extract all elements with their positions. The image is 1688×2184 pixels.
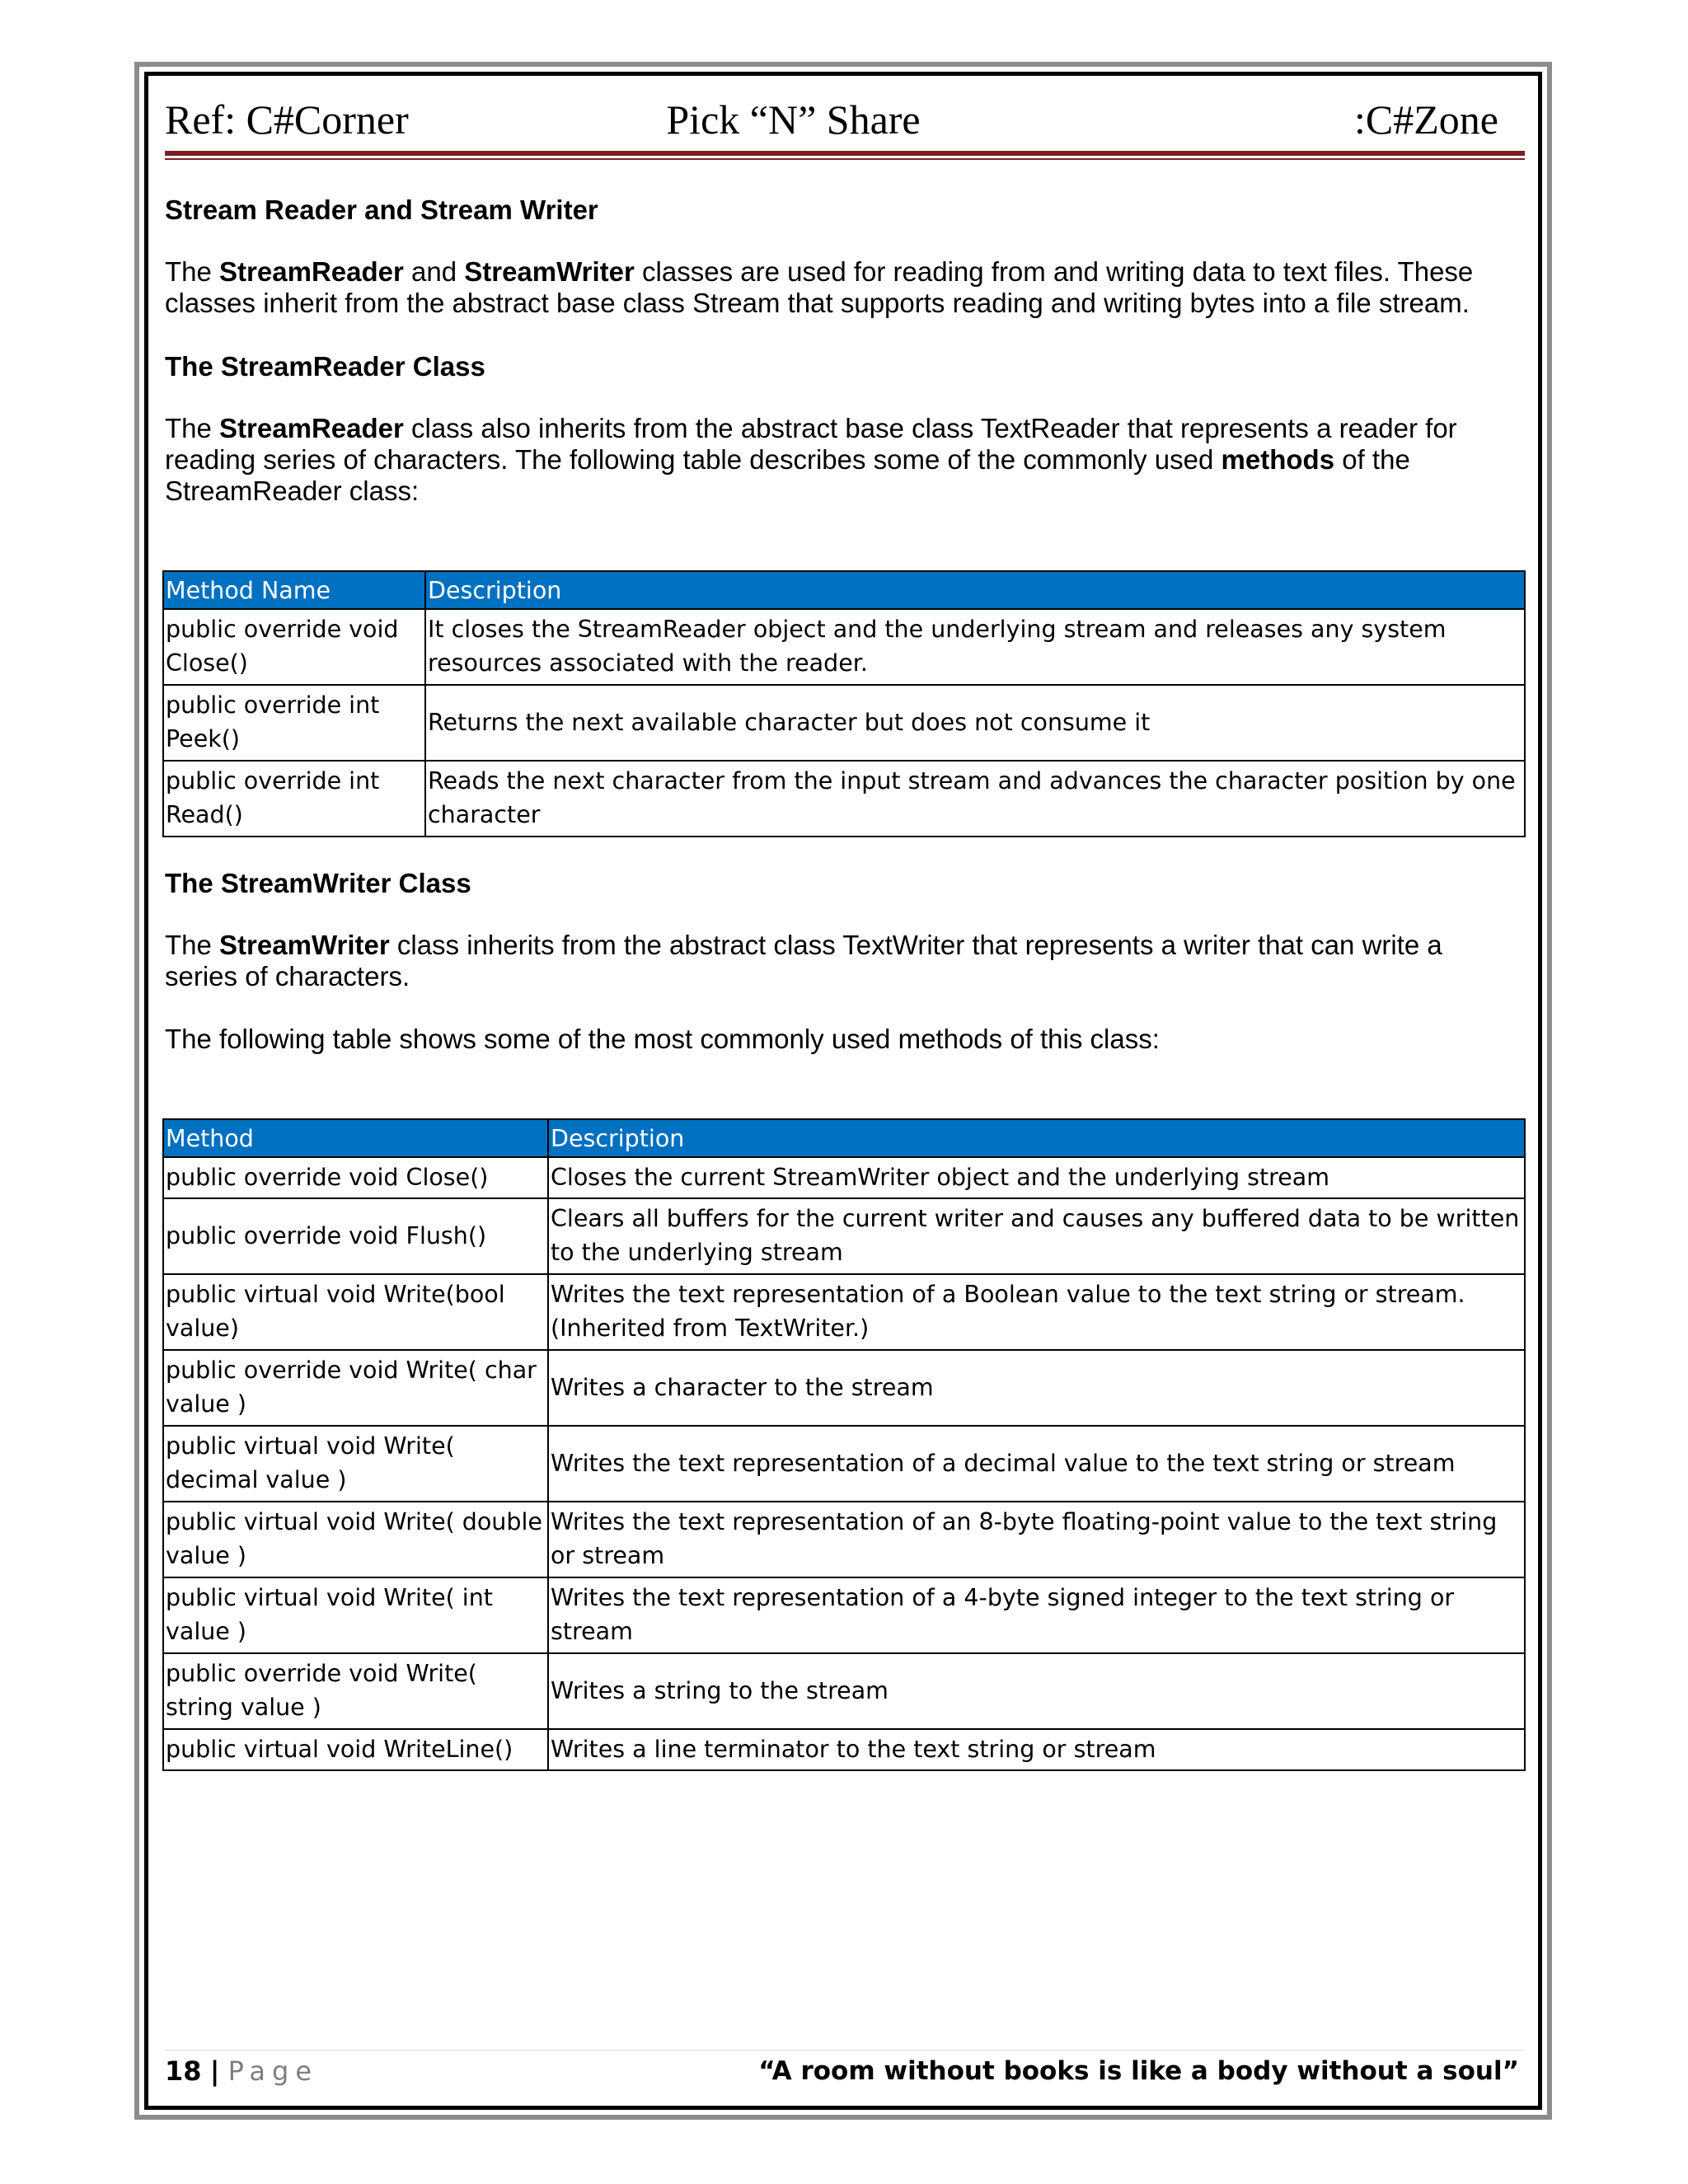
reader-bold-2: methods (1221, 444, 1335, 475)
table-row (163, 1198, 1525, 1274)
method-cell: public override void Close() (163, 1157, 548, 1198)
intro-text-3: classes are used for reading from and writing data to text files. These classes inherit from the abstract base class Stream that supports reading and writing bytes into a file stream. (165, 256, 1474, 318)
method-cell: public virtual void WriteLine() (163, 1729, 548, 1770)
table-row (163, 1274, 1525, 1350)
writer-bold-1: StreamWriter (219, 930, 390, 960)
method-cell: public override void Close() (163, 609, 425, 685)
table-header-row (163, 571, 1525, 609)
method-cell: public override void Write( string value ) (163, 1653, 548, 1729)
table-row (163, 685, 1525, 761)
footer-quote: “A room without books is like a body without a soul” (758, 2056, 1519, 2086)
footer-page-indicator (165, 2055, 318, 2088)
writer-text-1: The (165, 930, 220, 960)
description-cell: Writes a character to the stream (548, 1350, 1525, 1426)
reader-methods-table (162, 570, 1526, 837)
header-zone: :C#Zone (1354, 96, 1498, 143)
table-row (163, 1426, 1525, 1502)
section-title: Stream Reader and Stream Writer (165, 194, 598, 225)
method-cell: public override void Write( char value ) (163, 1350, 548, 1426)
table-row (163, 1350, 1525, 1426)
writer-text-2: class inherits from the abstract class TextWriter that represents a writer that can write a series of characters. (165, 930, 1442, 991)
table-row (163, 1729, 1525, 1770)
reader-heading: The StreamReader Class (165, 351, 485, 382)
writer-methods-table (162, 1118, 1526, 1771)
intro-bold-1: StreamReader (219, 256, 404, 287)
description-cell: Clears all buffers for the current writer and causes any buffered data to be written to the underlying stream (548, 1198, 1525, 1274)
description-cell: Writes a line terminator to the text string or stream (548, 1729, 1525, 1770)
header-title: Pick “N” Share (666, 96, 921, 143)
intro-bold-2: StreamWriter (464, 256, 635, 287)
method-cell: public virtual void Write( int value ) (163, 1577, 548, 1653)
method-cell: public virtual void Write( decimal value ) (163, 1426, 548, 1502)
table-row (163, 1653, 1525, 1729)
reader-text-3: of the StreamReader class: (165, 444, 1410, 506)
header-rule (165, 151, 1525, 156)
column-header-method: Method (163, 1119, 548, 1157)
intro-paragraph (165, 256, 1517, 319)
description-cell: Reads the next character from the input stream and advances the character position by one character (425, 761, 1525, 837)
column-header-description: Description (548, 1119, 1525, 1157)
method-cell: public virtual void Write( double value ) (163, 1502, 548, 1577)
writer-paragraph (165, 930, 1517, 992)
description-cell: Writes the text representation of a Boolean value to the text string or stream. (Inherited from TextWriter.) (548, 1274, 1525, 1350)
page-label: Page (227, 2055, 319, 2087)
description-cell: Returns the next available character but does not consume it (425, 685, 1525, 761)
method-cell: public override void Flush() (163, 1198, 548, 1274)
table-row (163, 1157, 1525, 1198)
description-cell: Closes the current StreamWriter object and the underlying stream (548, 1157, 1525, 1198)
intro-text-1: The (165, 256, 220, 287)
header-ref: Ref: C#Corner (165, 96, 409, 143)
column-header-description: Description (425, 571, 1525, 609)
reader-text-1: The (165, 413, 220, 443)
reader-text-2: class also inherits from the abstract base class TextReader that represents a reader for reading series of characters. The following table describes some of the commonly used (165, 413, 1457, 475)
page-header (165, 95, 1525, 144)
reader-paragraph (165, 413, 1517, 507)
method-cell: public override int Read() (163, 761, 425, 837)
description-cell: Writes a string to the stream (548, 1653, 1525, 1729)
footer-separator: | (209, 2055, 220, 2087)
description-cell: Writes the text representation of a decimal value to the text string or stream (548, 1426, 1525, 1502)
description-cell: Writes the text representation of a 4-byte signed integer to the text string or stream (548, 1577, 1525, 1653)
description-cell: Writes the text representation of an 8-byte floating-point value to the text string or stream (548, 1502, 1525, 1577)
header-rule-thin (165, 158, 1525, 160)
table-row (163, 1502, 1525, 1577)
page-number: 18 (165, 2055, 202, 2087)
table-row (163, 1577, 1525, 1653)
table-header-row (163, 1119, 1525, 1157)
writer-table-intro: The following table shows some of the most commonly used methods of this class: (165, 1024, 1160, 1054)
method-cell: public virtual void Write(bool value) (163, 1274, 548, 1350)
method-cell: public override int Peek() (163, 685, 425, 761)
intro-text-2: and (403, 256, 465, 287)
writer-heading: The StreamWriter Class (165, 868, 471, 898)
description-cell: It closes the StreamReader object and the underlying stream and releases any system resources associated with the reader. (425, 609, 1525, 685)
table-row (163, 609, 1525, 685)
table-row (163, 761, 1525, 837)
reader-bold-1: StreamReader (219, 413, 404, 443)
column-header-method: Method Name (163, 571, 425, 609)
